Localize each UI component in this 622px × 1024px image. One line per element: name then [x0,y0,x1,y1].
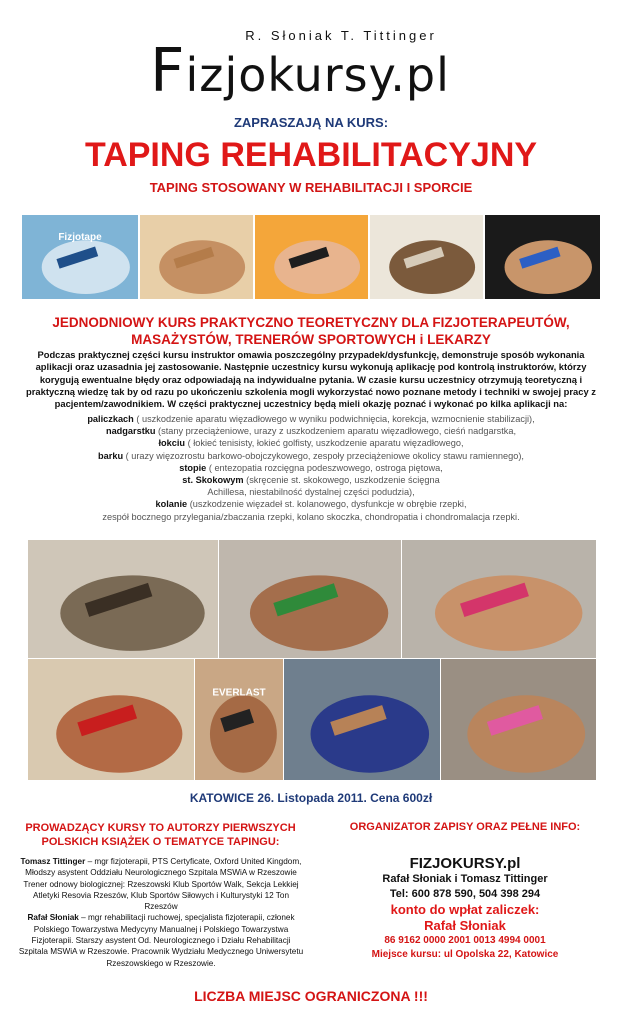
application-item [26,486,596,498]
application-detail: ( entezopatia rozcięgna podeszwowego, ostroga piętowa, [206,462,443,473]
application-body-part: paliczkach [87,414,134,424]
bio-name: Rafał Słoniak [27,913,79,923]
photo-gallery-6 [284,659,440,780]
organizer-names: Rafał Słoniak i Tomasz Tittinger [382,873,548,885]
application-body-part: stopie [179,462,207,473]
photo-image [140,215,253,299]
photo-gallery-4 [28,659,194,780]
application-item [26,425,596,437]
application-body-part: łokciu [158,438,186,449]
instructors-heading-line2: POLSKICH KSIĄŻEK O TEMATYCE TAPINGU: [41,836,280,848]
organizer-heading: ORGANIZATOR ZAPISY ORAZ PEŁNE INFO: [349,821,581,833]
photo-caption: EVERLAST [212,687,266,699]
application-item [26,413,596,425]
bio-tittinger [16,856,306,912]
application-item [26,511,596,523]
photo-gallery-5 [195,659,283,780]
applications-list [26,413,596,523]
course-audience-line1: JEDNODNIOWY KURS PRAKTYCZNO TEORETYCZNY DLA FIZJOTERAPEUTÓW, [52,315,570,330]
photo-taping-4 [370,215,483,299]
application-detail: ( uszkodzenie aparatu więzadłowego w wyniku podwichnięcia, korekcja, wzmocnienie stabilizacji), [133,414,535,424]
photo-image [22,215,138,299]
bank-account: 86 9162 0000 2001 0013 4994 0001 [384,935,546,946]
logo-initial: F [150,36,186,106]
photo-gallery-2 [219,540,401,658]
photo-image [255,215,368,299]
photo-image [402,540,596,658]
logo-text: izjokursy.pl [185,48,450,102]
photo-image [284,659,440,780]
application-body-part: kolanie [155,499,188,510]
photo-image [441,659,596,780]
application-body-part: nadgarstku [105,426,156,437]
course-audience-heading [0,314,622,348]
instructors-heading [18,821,303,849]
photo-gallery-7 [441,659,596,780]
photo-taping-1 [22,215,138,299]
photo-taping-3 [255,215,368,299]
application-detail: ( łokieć tenisisty, łokieć golfisty, uszkodzenie aparatu więzadłowego, [185,438,464,449]
photo-image [219,540,401,658]
payment-name: Rafał Słoniak [424,918,506,933]
course-subtitle: TAPING STOSOWANY W REHABILITACJI I SPORCIE [149,180,473,195]
logo [150,36,450,106]
application-detail: zespół bocznego przylegania/zbaczania rzepki, kolano skoczka, chondropatia i chondromalacja rzepki. [102,511,520,522]
bio-name: Tomasz Tittinger [20,857,86,866]
application-detail: Achillesa, niestabilność dystalnej części podudzia), [207,487,415,498]
photo-image [195,659,283,780]
application-body-part: barku [98,450,124,461]
bio-sloniak [16,912,306,968]
event-date-price: KATOWICE 26. Listopada 2011. Cena 600zł [189,791,433,805]
photo-gallery-3 [402,540,596,658]
course-title: TAPING REHABILITACYJNY [84,136,538,174]
bio-text: – mgr rehabilitacji ruchowej, specjalista fizjoterapii, członek Polskiego Towarzystwa Medycyny Manualnej i Polskiego Towarzystwa Fizjoterapii. Starszy asystent Od. Neurologicznego i Działu Rehabilitacji Szpitala MSWiA w Rzeszowie. Pracownik Wydziału Medycznego Uniwersytetu Rzeszowskiego w Rzeszowie. [18,913,304,968]
photo-gallery-1 [28,540,218,658]
payment-label: konto do wpłat zaliczek: [390,902,540,917]
course-description: Podczas praktycznej części kursu instruktor omawia poszczególny przypadek/dysfunkcję, demonstruje sposób wykonania aplikacji oraz uzasadnia jej zastosowanie. Następnie uczestnicy kursu wykonują aplikację pod kontrolą instruktorów, którzy korygują ewentualne błędy oraz odpowiadają na indywidualne pytania. W czasie kursu uczestnicy otrzymują teoretyczną i praktyczną wiedzę tak by od razu po ukończeniu szkolenia mogli wykorzystać nowo poznane metody i techniki w swojej pracy z pacjentem/zawodnikiem. W części praktycznej uczestnicy będą mieli okazję poznać i wykonać po kilka aplikacji na: [26,349,596,410]
instructor-bios [16,856,306,969]
bio-text: – mgr fizjoterapii, PTS Certyficate, Oxford United Kingdom, Młodszy asystent Oddziału Neurologicznego Szpitala MSWiA w Rzeszowie Trener odnowy biologicznej: Rzeszowski Klub Sportów Walk, Sekcja Lekkiej Atletyki Resovia Rzeszów, Klub Sportów Siłowych i Kulturystyki 12 Ton Rzeszów [23,857,302,912]
application-item [26,450,596,462]
application-item [26,474,596,486]
photo-taping-2 [140,215,253,299]
course-location: Miejsce kursu: ul Opolska 22, Katowice [371,949,559,960]
photo-image [370,215,483,299]
application-detail: (uszkodzenie więzadeł st. kolanowego, dysfunkcje w obrębie rzepki, [187,499,467,510]
application-item [26,462,596,474]
application-body-part: st. Skokowym [182,475,244,486]
photo-image [28,540,218,658]
limited-seats-notice: LICZBA MIEJSC OGRANICZONA !!! [194,988,428,1004]
authors-line: R. Słoniak T. Tittinger [245,28,437,43]
invite-line: ZAPRASZAJĄ NA KURS: [233,115,389,130]
instructors-heading-line1: PROWADZĄCY KURSY TO AUTORZY PIERWSZYCH [25,822,296,834]
photo-image [28,659,194,780]
course-audience-line2: MASAŻYSTÓW, TRENERÓW SPORTOWYCH i LEKARZY [131,332,491,347]
application-item [26,437,596,449]
application-item [26,498,596,510]
photo-taping-5 [485,215,600,299]
organizer-brand: FIZJOKURSY.pl [409,855,521,872]
photo-caption: Fizjotape [58,232,102,244]
photo-image [485,215,600,299]
application-detail: (skręcenie st. skokowego, uszkodzenie ścięgna [243,475,440,486]
organizer-phone: Tel: 600 878 590, 504 398 294 [389,888,541,900]
organizer-contact [330,855,600,962]
application-detail: ( urazy więzozrostu barkowo-obojczykowego, zespoły przeciążeniowe okolicy stawu ramiennego), [123,450,524,461]
application-detail: (stany przeciążeniowe, urazy z uszkodzeniem aparatu więzadłowego, cieśń nadgarstka, [155,426,517,437]
